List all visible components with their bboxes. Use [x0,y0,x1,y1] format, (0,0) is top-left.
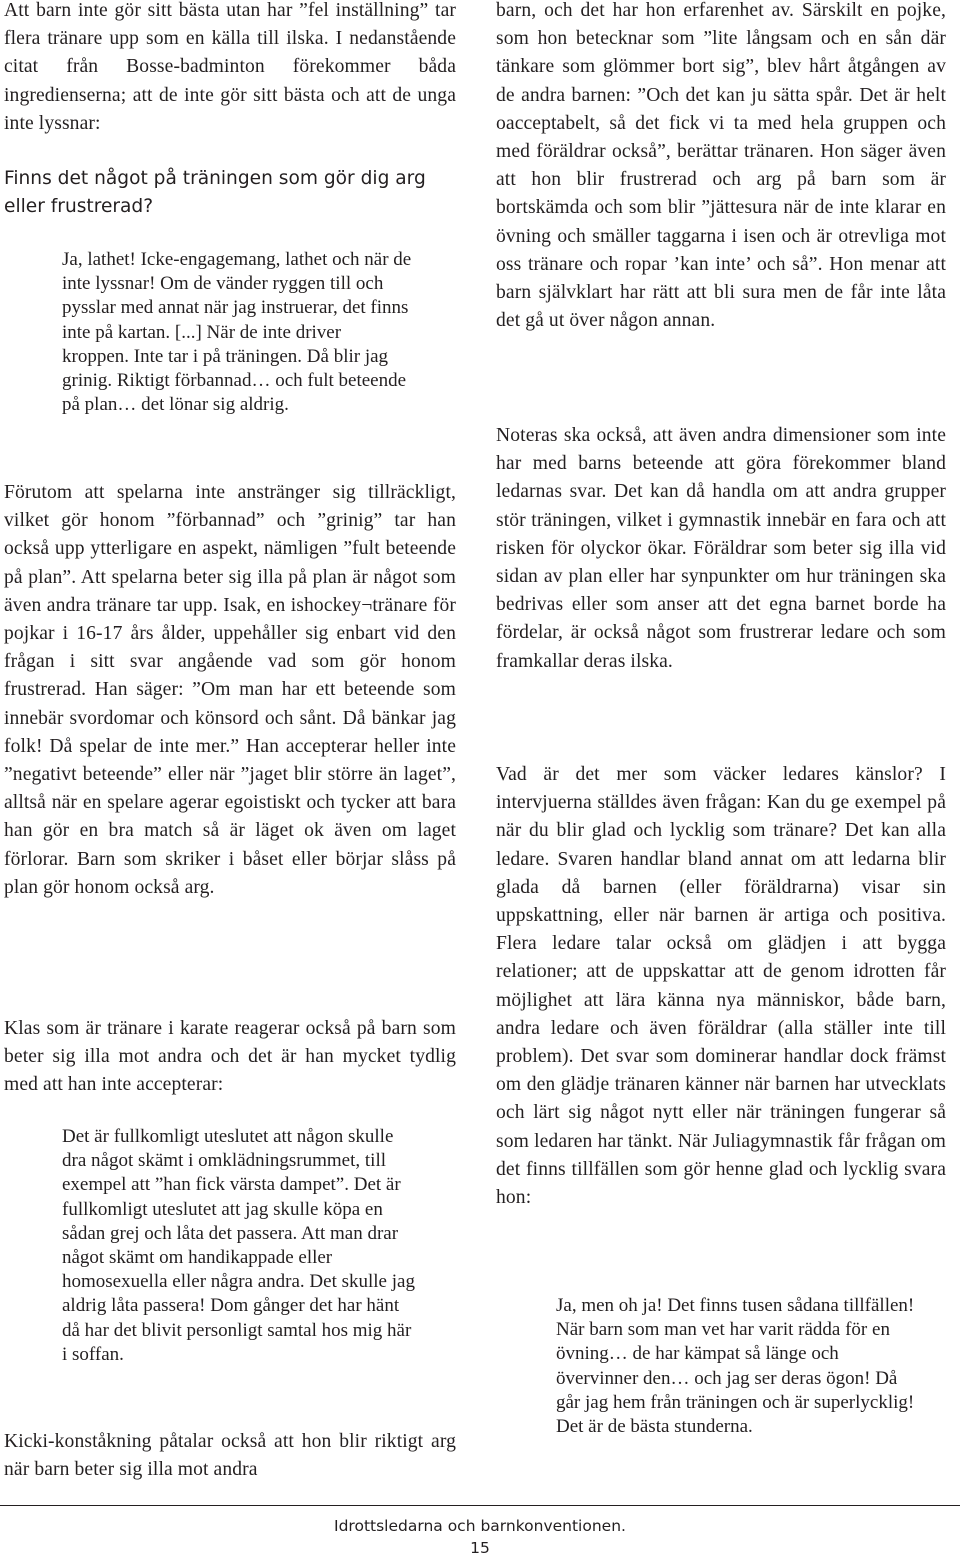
quote-julia: Ja, men oh ja! Det finns tusen sådana tillfällen! När barn som man vet har varit rädda för en övning… de har kämpat så länge och övervinner den… och jag ser deras ögon! Då går jag hem från träningen och är superlycklig! Det är de bästa stunderna. [556,1295,915,1438]
footer-title: Idrottsledarna och barnkonventionen. [334,1517,626,1535]
left-paragraph-2: Förutom att spelarna inte anstränger sig tillräckligt, vilket gör honom ”förbannad” och ”grinig” tar han också upp ytterligare en aspekt, nämligen ”fult beteende på plan”. Att spelarna beter sig illa på plan är något som även andra tränare tar upp. Isak, en ishockey¬tränare för pojkar i 16-17 års ålder, uppehåller sig enbart vid den frågan i sitt svar angående vad som gör honom frustrerad. Han säger: ”Om man har ett beteende som innebär svordomar och könsord och sånt. Då bänkar jag folk! Då spelar de inte mer.” Han accepterar heller inte ”negativt beteende” eller när ”jaget blir större än laget”, alltså när en spelare agerar egoistiskt och tycker att bara han gör en bra match så är läget ok även om laget förlorar. Barn som skriker i båset eller börjar slåss på plan gör honom också arg. [4,482,456,898]
footer-divider [0,1505,960,1506]
right-paragraph-2: Noteras ska också, att även andra dimensioner som inte har med barns beteende att göra förekommer bland ledarnas svar. Det kan då handla om att andra grupper stör träningen, vilket i gymnastik innebär en fara och att risken för olyckor ökar. Föräldrar som beter sig illa vid sidan av plan eller har synpunkter om hur träningen ska bedrivas eller som anser att det egna barnet borde ha fördelar, är också något som frustrerar ledare och som framkallar deras ilska. [496,425,946,672]
quote-bosse: Ja, lathet! Icke-engagemang, lathet och när de inte lyssnar! Om de vänder ryggen till och pysslar med annat när jag instruerar, det finns inte på kartan. [...] När de inte driver kroppen. Inte tar i på träningen. Då blir jag grinig. Riktigt förbannad… och fult beteende på plan… det lönar sig aldrig. [62,249,412,416]
left-paragraph-1: Att barn inte gör sitt bästa utan har ”fel inställning” tar flera tränare upp som en källa till ilska. I nedanstående citat från Bosse-badminton förekommer båda ingredienserna; att de inte gör sitt bästa och att de unga inte lyssnar: [4,0,456,134]
page-number: 15 [470,1539,490,1557]
quote-klas: Det är fullkomligt uteslutet att någon skulle dra något skämt i omklädningsrummet, till exempel att ”han fick värsta dampet”. Det är fullkomligt uteslutet att jag skulle köpa en sådan grej och låta det passera. Att man drar något skämt om handikappade eller homosexuella eller några andra. Det skulle jag aldrig låta passera! Dom gånger det har hänt då har det blivit personligt samtal hos mig här i soffan. [62,1126,415,1365]
left-paragraph-3: Klas som är tränare i karate reagerar också på barn som beter sig illa mot andra och det är han mycket tydlig med att han inte accepterar: [4,1018,456,1096]
right-paragraph-3: Vad är det mer som väcker ledares känslor? I intervjuerna ställdes även frågan: Kan du ge exempel på när du blir glad och lycklig som tränare? Det kan alla ledare. Svaren handlar bland annat om att ledarna blir glada då barnen (eller föräldrarna) visar sin uppskattning, eller när barnen är artiga och positiva. Flera ledare talar också om glädjen i att bygga relationer; att de uppskattar att de genom idrotten får möjlighet att lära känna nya människor, både barn, andra ledare och även föräldrar (alla ställer inte till problem). Det svar som dominerar handlar dock främst om den glädje tränaren känner när barnen har utvecklats och lärt sig något nytt eller när träningen fungerar så som ledaren har tänkt. När Juliagymnastik får frågan om det finns tillfällen som gör henne glad och lycklig svara hon: [496,764,946,1209]
interview-question: Finns det något på träningen som gör dig arg eller frustrerad? [4,168,426,218]
left-paragraph-4: Kicki-konståkning påtalar också att hon blir riktigt arg när barn beter sig illa mot andra [4,1431,456,1481]
right-paragraph-1: barn, och det har hon erfarenhet av. Särskilt en pojke, som hon betecknar som ”lite långsam och en sån där tänkare som glömmer bort sig”, blev hårt åtgången av de andra barnen: ”Och det kan ju sätta spår. Det är helt oacceptabelt, så det fick vi ta med hela gruppen och med föräldrar också”, berättar tränaren. Hon säger även att hon blir frustrerad och arg på barn som är bortskämda och som blir ”jättesura när de inte klarar en övning och smäller taggarna i isen och är otrevliga mot oss tränare och ropar ’kan inte’ och så”. Hon menar att barn självklart har rätt att bli sura men de får inte låta det gå ut över någon annan. [496,0,946,332]
